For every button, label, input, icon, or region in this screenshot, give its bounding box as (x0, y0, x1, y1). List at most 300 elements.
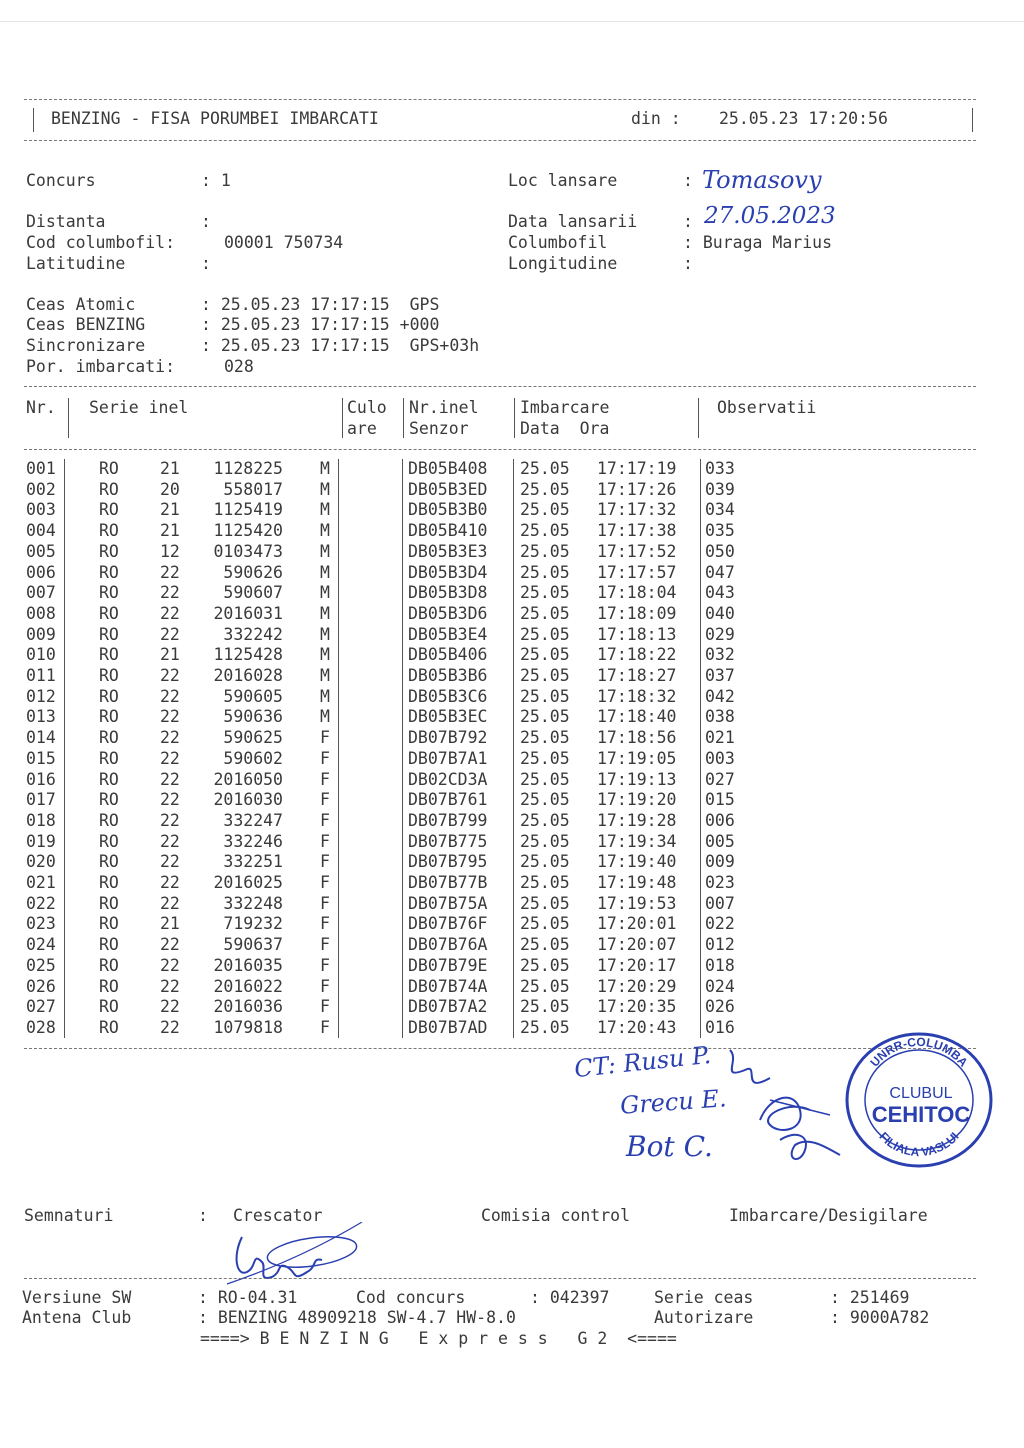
table-row (0, 521, 1024, 542)
cell-time: 17:20:01 (597, 914, 677, 934)
cell-year: 22 (160, 1017, 180, 1037)
cell-date: 25.05 (520, 707, 570, 727)
table-row (0, 563, 1024, 584)
semnaturi-colon: : (198, 1206, 208, 1225)
cell-country: RO (99, 479, 119, 499)
cell-year: 22 (160, 810, 180, 830)
cell-ring-number: 332251 (223, 852, 283, 872)
columbofil-value: : Buraga Marius (683, 233, 833, 252)
cell-ring-number: 2016031 (213, 603, 283, 623)
cell-sex: F (320, 852, 330, 872)
cell-date: 25.05 (520, 459, 570, 478)
cell-nr: 019 (26, 831, 56, 851)
cell-year: 22 (160, 955, 180, 975)
table-row (0, 707, 1024, 728)
cell-year: 21 (160, 521, 180, 541)
cell-year: 21 (160, 645, 180, 665)
cell-nr: 016 (26, 769, 56, 789)
svg-text:FILIALA VASLUI: FILIALA VASLUI (876, 1129, 962, 1160)
table-row (0, 625, 1024, 646)
cod-columbofil-value: 00001 750734 (224, 233, 344, 252)
cell-nr: 023 (26, 914, 56, 934)
col-header-nrinel: Nr.inel (409, 398, 479, 417)
cell-ring-number: 2016035 (213, 955, 283, 975)
table-row (0, 480, 1024, 501)
antena-club-label: Antena Club (22, 1308, 132, 1327)
cell-year: 22 (160, 997, 180, 1017)
cell-sensor: DB07B7A1 (408, 748, 488, 768)
cell-time: 17:18:27 (597, 666, 677, 685)
cell-country: RO (99, 686, 119, 706)
cell-year: 22 (160, 976, 180, 996)
cell-ring-number: 1079818 (213, 1017, 283, 1037)
cell-year: 22 (160, 562, 180, 582)
cell-sex: F (320, 728, 330, 748)
cell-observation: 012 (705, 935, 735, 955)
cell-observation: 009 (705, 852, 735, 872)
header-right-border (972, 108, 973, 132)
cell-year: 22 (160, 935, 180, 955)
cell-sensor: DB07B761 (408, 790, 488, 810)
cell-year: 22 (160, 873, 180, 892)
cell-nr: 021 (26, 873, 56, 892)
table-row (0, 935, 1024, 956)
cod-concurs-label: Cod concurs (356, 1288, 466, 1307)
cell-nr: 004 (26, 521, 56, 541)
cell-nr: 010 (26, 645, 56, 665)
cell-sex: M (320, 459, 330, 478)
cell-sex: F (320, 873, 330, 892)
cell-ring-number: 2016025 (213, 873, 283, 892)
cell-nr: 025 (26, 955, 56, 975)
cell-year: 21 (160, 500, 180, 520)
cell-ring-number: 332246 (223, 831, 283, 851)
cell-time: 17:17:52 (597, 541, 677, 561)
cell-ring-number: 0103473 (213, 541, 283, 561)
cell-country: RO (99, 500, 119, 520)
cell-year: 21 (160, 459, 180, 478)
table-row (0, 604, 1024, 625)
cell-sensor: DB05B408 (408, 459, 488, 478)
cell-observation: 023 (705, 873, 735, 892)
cell-sensor: DB05B3D8 (408, 583, 488, 603)
cell-ring-number: 1128225 (213, 459, 283, 478)
cell-year: 22 (160, 707, 180, 727)
cell-sensor: DB05B410 (408, 521, 488, 541)
table-row (0, 583, 1024, 604)
benzing-banner: ====> B E N Z I N G E x p r e s s G 2 <==== (200, 1329, 677, 1348)
latitudine-label: Latitudine (26, 254, 126, 273)
cell-year: 22 (160, 686, 180, 706)
cell-sensor: DB07B75A (408, 893, 488, 913)
cell-nr: 024 (26, 935, 56, 955)
cell-ring-number: 1125420 (213, 521, 283, 541)
cell-sensor: DB07B799 (408, 810, 488, 830)
cell-country: RO (99, 997, 119, 1017)
cell-date: 25.05 (520, 603, 570, 623)
col-header-serie: Serie inel (89, 398, 189, 417)
footer-top-border (24, 1278, 976, 1279)
cell-time: 17:18:32 (597, 686, 677, 706)
cell-sensor: DB07B77B (408, 873, 488, 892)
top-edge-line (0, 21, 1024, 22)
ceas-benzing-label: Ceas BENZING (26, 315, 146, 334)
cell-date: 25.05 (520, 624, 570, 644)
col-header-imbarcare-2: Data Ora (520, 419, 610, 438)
cell-time: 17:20:43 (597, 1017, 677, 1037)
cell-observation: 047 (705, 562, 735, 582)
cell-year: 22 (160, 831, 180, 851)
cell-sensor: DB07B76F (408, 914, 488, 934)
cell-sex: F (320, 790, 330, 810)
cell-country: RO (99, 769, 119, 789)
cell-country: RO (99, 935, 119, 955)
cell-time: 17:18:22 (597, 645, 677, 665)
cell-observation: 022 (705, 914, 735, 934)
header-datetime: 25.05.23 17:20:56 (719, 109, 888, 128)
cell-observation: 050 (705, 541, 735, 561)
cell-observation: 005 (705, 831, 735, 851)
cell-date: 25.05 (520, 914, 570, 934)
club-stamp-seal (843, 1030, 995, 1170)
col-header-culo: Culo (347, 398, 387, 417)
cell-date: 25.05 (520, 997, 570, 1017)
cell-ring-number: 2016030 (213, 790, 283, 810)
cell-country: RO (99, 624, 119, 644)
cell-country: RO (99, 521, 119, 541)
cell-sensor: DB02CD3A (408, 769, 488, 789)
cell-nr: 027 (26, 997, 56, 1017)
table-row (0, 770, 1024, 791)
cell-country: RO (99, 728, 119, 748)
cell-nr: 001 (26, 459, 56, 478)
data-lansarii-label: Data lansarii (508, 212, 638, 231)
por-imbarcati-label: Por. imbarcati: (26, 357, 176, 376)
ceas-benzing-value: : 25.05.23 17:17:15 +000 (201, 315, 440, 334)
cell-nr: 007 (26, 583, 56, 603)
table-row (0, 542, 1024, 563)
cell-country: RO (99, 645, 119, 665)
cell-year: 22 (160, 852, 180, 872)
cell-country: RO (99, 810, 119, 830)
signature-imbarcare: Imbarcare/Desigilare (729, 1206, 928, 1225)
svg-text:CLUBUL: CLUBUL (889, 1085, 953, 1102)
cell-country: RO (99, 748, 119, 768)
cell-time: 17:20:17 (597, 955, 677, 975)
cell-nr: 009 (26, 624, 56, 644)
col-sep-serie (342, 398, 343, 438)
cell-sex: M (320, 645, 330, 665)
cell-ring-number: 2016036 (213, 997, 283, 1017)
col-header-imbarcare: Imbarcare (520, 398, 610, 417)
serie-ceas-label: Serie ceas (654, 1288, 754, 1307)
table-row (0, 894, 1024, 915)
cell-nr: 020 (26, 852, 56, 872)
cell-date: 25.05 (520, 521, 570, 541)
cell-ring-number: 332247 (223, 810, 283, 830)
cell-observation: 029 (705, 624, 735, 644)
table-row (0, 687, 1024, 708)
col-header-nrinel-2: Senzor (409, 419, 469, 438)
cell-sex: M (320, 541, 330, 561)
cell-time: 17:19:05 (597, 748, 677, 768)
table-row (0, 749, 1024, 770)
cell-observation: 043 (705, 583, 735, 603)
cell-country: RO (99, 583, 119, 603)
concurs-label: Concurs (26, 171, 96, 190)
cell-country: RO (99, 1017, 119, 1037)
autorizare-label: Autorizare (654, 1308, 754, 1327)
cell-observation: 027 (705, 769, 735, 789)
svg-text:UNRR-COLUMBA: UNRR-COLUMBA (867, 1034, 971, 1070)
cell-date: 25.05 (520, 976, 570, 996)
table-row (0, 459, 1024, 480)
header-din-label: din : (631, 109, 681, 128)
cell-time: 17:17:32 (597, 500, 677, 520)
cell-date: 25.05 (520, 873, 570, 892)
cell-observation: 015 (705, 790, 735, 810)
cell-country: RO (99, 603, 119, 623)
data-lansarii-colon: : (683, 212, 693, 231)
signature-crescator: Crescator (233, 1206, 323, 1225)
cell-nr: 014 (26, 728, 56, 748)
cell-sex: F (320, 831, 330, 851)
ceas-atomic-label: Ceas Atomic (26, 295, 136, 314)
cell-time: 17:19:53 (597, 893, 677, 913)
cell-observation: 006 (705, 810, 735, 830)
cell-country: RO (99, 955, 119, 975)
cell-observation: 040 (705, 603, 735, 623)
cell-nr: 003 (26, 500, 56, 520)
cell-nr: 002 (26, 479, 56, 499)
cell-date: 25.05 (520, 810, 570, 830)
cell-sex: M (320, 583, 330, 603)
table-row (0, 790, 1024, 811)
autorizare-value: : 9000A782 (830, 1308, 930, 1327)
table-top-border (24, 386, 976, 387)
cell-date: 25.05 (520, 686, 570, 706)
cell-ring-number: 590626 (223, 562, 283, 582)
cell-sex: M (320, 500, 330, 520)
por-imbarcati-value: 028 (224, 357, 254, 376)
cell-ring-number: 719232 (223, 914, 283, 934)
cell-time: 17:17:57 (597, 562, 677, 582)
cell-observation: 021 (705, 728, 735, 748)
cell-year: 22 (160, 583, 180, 603)
cell-time: 17:19:40 (597, 852, 677, 872)
col-sep-culo (403, 398, 404, 438)
cell-observation: 042 (705, 686, 735, 706)
table-row (0, 728, 1024, 749)
antena-club-value: : BENZING 48909218 SW-4.7 HW-8.0 (198, 1308, 516, 1327)
cell-time: 17:17:26 (597, 479, 677, 499)
cell-country: RO (99, 873, 119, 892)
cell-sex: F (320, 914, 330, 934)
cell-date: 25.05 (520, 790, 570, 810)
cell-observation: 035 (705, 521, 735, 541)
signature-scribbles (700, 1040, 850, 1170)
cell-country: RO (99, 852, 119, 872)
cell-date: 25.05 (520, 1017, 570, 1037)
cell-time: 17:19:13 (597, 769, 677, 789)
cell-sex: M (320, 624, 330, 644)
cell-nr: 022 (26, 893, 56, 913)
cell-country: RO (99, 976, 119, 996)
cell-ring-number: 590625 (223, 728, 283, 748)
cell-country: RO (99, 459, 119, 478)
cell-sensor: DB05B3C6 (408, 686, 488, 706)
cell-ring-number: 332242 (223, 624, 283, 644)
cell-ring-number: 1125428 (213, 645, 283, 665)
handwritten-commission-1: CT: Rusu P. (572, 1040, 713, 1084)
col-header-nr: Nr. (26, 398, 56, 417)
col-header-culo-2: are (347, 419, 377, 438)
cell-observation: 034 (705, 500, 735, 520)
cell-date: 25.05 (520, 831, 570, 851)
header-left-border (33, 108, 34, 132)
cell-year: 22 (160, 769, 180, 789)
cell-sex: M (320, 521, 330, 541)
handwritten-commission-2: Grecu E. (619, 1084, 728, 1120)
cell-sex: F (320, 810, 330, 830)
cell-sensor: DB05B3D4 (408, 562, 488, 582)
cell-date: 25.05 (520, 479, 570, 499)
cell-sex: M (320, 603, 330, 623)
cell-sensor: DB05B3B0 (408, 500, 488, 520)
ceas-atomic-value: : 25.05.23 17:17:15 GPS (201, 295, 440, 314)
cell-sensor: DB07B79E (408, 955, 488, 975)
cell-year: 21 (160, 914, 180, 934)
cell-sex: M (320, 479, 330, 499)
cell-observation: 033 (705, 459, 735, 478)
cod-concurs-value: : 042397 (530, 1288, 610, 1307)
cell-nr: 008 (26, 603, 56, 623)
table-row (0, 873, 1024, 894)
cell-country: RO (99, 562, 119, 582)
cell-observation: 037 (705, 666, 735, 685)
cell-ring-number: 590607 (223, 583, 283, 603)
cell-sensor: DB07B792 (408, 728, 488, 748)
table-row (0, 956, 1024, 977)
cell-observation: 032 (705, 645, 735, 665)
cell-sensor: DB07B7AD (408, 1017, 488, 1037)
cell-time: 17:19:34 (597, 831, 677, 851)
sincronizare-value: : 25.05.23 17:17:15 GPS+03h (201, 336, 480, 355)
cell-date: 25.05 (520, 583, 570, 603)
cell-observation: 003 (705, 748, 735, 768)
cell-sensor: DB05B3D6 (408, 603, 488, 623)
cell-sex: F (320, 893, 330, 913)
cell-date: 25.05 (520, 769, 570, 789)
cell-sensor: DB05B3B6 (408, 666, 488, 685)
cell-sex: M (320, 562, 330, 582)
cell-sex: F (320, 1017, 330, 1037)
page-title: BENZING - FISA PORUMBEI IMBARCATI (51, 109, 379, 128)
cell-sensor: DB07B775 (408, 831, 488, 851)
col-sep-nr (68, 398, 69, 438)
cell-ring-number: 1125419 (213, 500, 283, 520)
cell-date: 25.05 (520, 935, 570, 955)
cell-sex: F (320, 976, 330, 996)
cell-date: 25.05 (520, 748, 570, 768)
cell-sex: F (320, 935, 330, 955)
svg-text:CEHITOC: CEHITOC (871, 1102, 971, 1127)
table-row (0, 832, 1024, 853)
cell-year: 22 (160, 624, 180, 644)
cell-date: 25.05 (520, 955, 570, 975)
cell-date: 25.05 (520, 541, 570, 561)
cell-sex: F (320, 997, 330, 1017)
cell-country: RO (99, 914, 119, 934)
cell-nr: 018 (26, 810, 56, 830)
cell-observation: 038 (705, 707, 735, 727)
cell-date: 25.05 (520, 645, 570, 665)
versiune-sw-value: : RO-04.31 (198, 1288, 298, 1307)
cell-ring-number: 2016022 (213, 976, 283, 996)
cell-time: 17:18:56 (597, 728, 677, 748)
cell-ring-number: 558017 (223, 479, 283, 499)
cell-ring-number: 2016050 (213, 769, 283, 789)
cell-ring-number: 332248 (223, 893, 283, 913)
cell-time: 17:20:07 (597, 935, 677, 955)
cell-observation: 039 (705, 479, 735, 499)
table-row (0, 666, 1024, 687)
cell-sensor: DB05B406 (408, 645, 488, 665)
cell-ring-number: 590602 (223, 748, 283, 768)
cell-country: RO (99, 893, 119, 913)
header-top-border (24, 99, 976, 100)
cell-date: 25.05 (520, 500, 570, 520)
table-row (0, 914, 1024, 935)
versiune-sw-label: Versiune SW (22, 1288, 132, 1307)
cell-year: 22 (160, 603, 180, 623)
cell-time: 17:17:38 (597, 521, 677, 541)
cell-nr: 028 (26, 1017, 56, 1037)
longitudine-label: Longitudine (508, 254, 618, 273)
handwritten-commission-3: Bot C. (626, 1130, 713, 1163)
cell-country: RO (99, 666, 119, 685)
cell-year: 20 (160, 479, 180, 499)
cell-country: RO (99, 790, 119, 810)
cell-nr: 015 (26, 748, 56, 768)
cell-date: 25.05 (520, 562, 570, 582)
cell-sex: F (320, 748, 330, 768)
cell-ring-number: 590637 (223, 935, 283, 955)
cell-year: 12 (160, 541, 180, 561)
cell-year: 22 (160, 893, 180, 913)
cell-sex: F (320, 769, 330, 789)
cell-nr: 006 (26, 562, 56, 582)
cell-observation: 016 (705, 1017, 735, 1037)
cell-date: 25.05 (520, 852, 570, 872)
cell-sex: M (320, 707, 330, 727)
serie-ceas-value: : 251469 (830, 1288, 910, 1307)
cell-sensor: DB05B3ED (408, 479, 488, 499)
cell-date: 25.05 (520, 666, 570, 685)
sincronizare-label: Sincronizare (26, 336, 146, 355)
loc-lansare-colon: : (683, 171, 693, 190)
latitudine-value: : (201, 254, 211, 273)
cell-sensor: DB05B3E4 (408, 624, 488, 644)
cell-time: 17:18:40 (597, 707, 677, 727)
table-row (0, 852, 1024, 873)
col-sep-imbarcare (698, 398, 699, 438)
cell-year: 22 (160, 728, 180, 748)
cell-time: 17:19:48 (597, 873, 677, 892)
table-header-bottom-border (24, 449, 976, 450)
cell-time: 17:19:28 (597, 810, 677, 830)
cell-date: 25.05 (520, 728, 570, 748)
